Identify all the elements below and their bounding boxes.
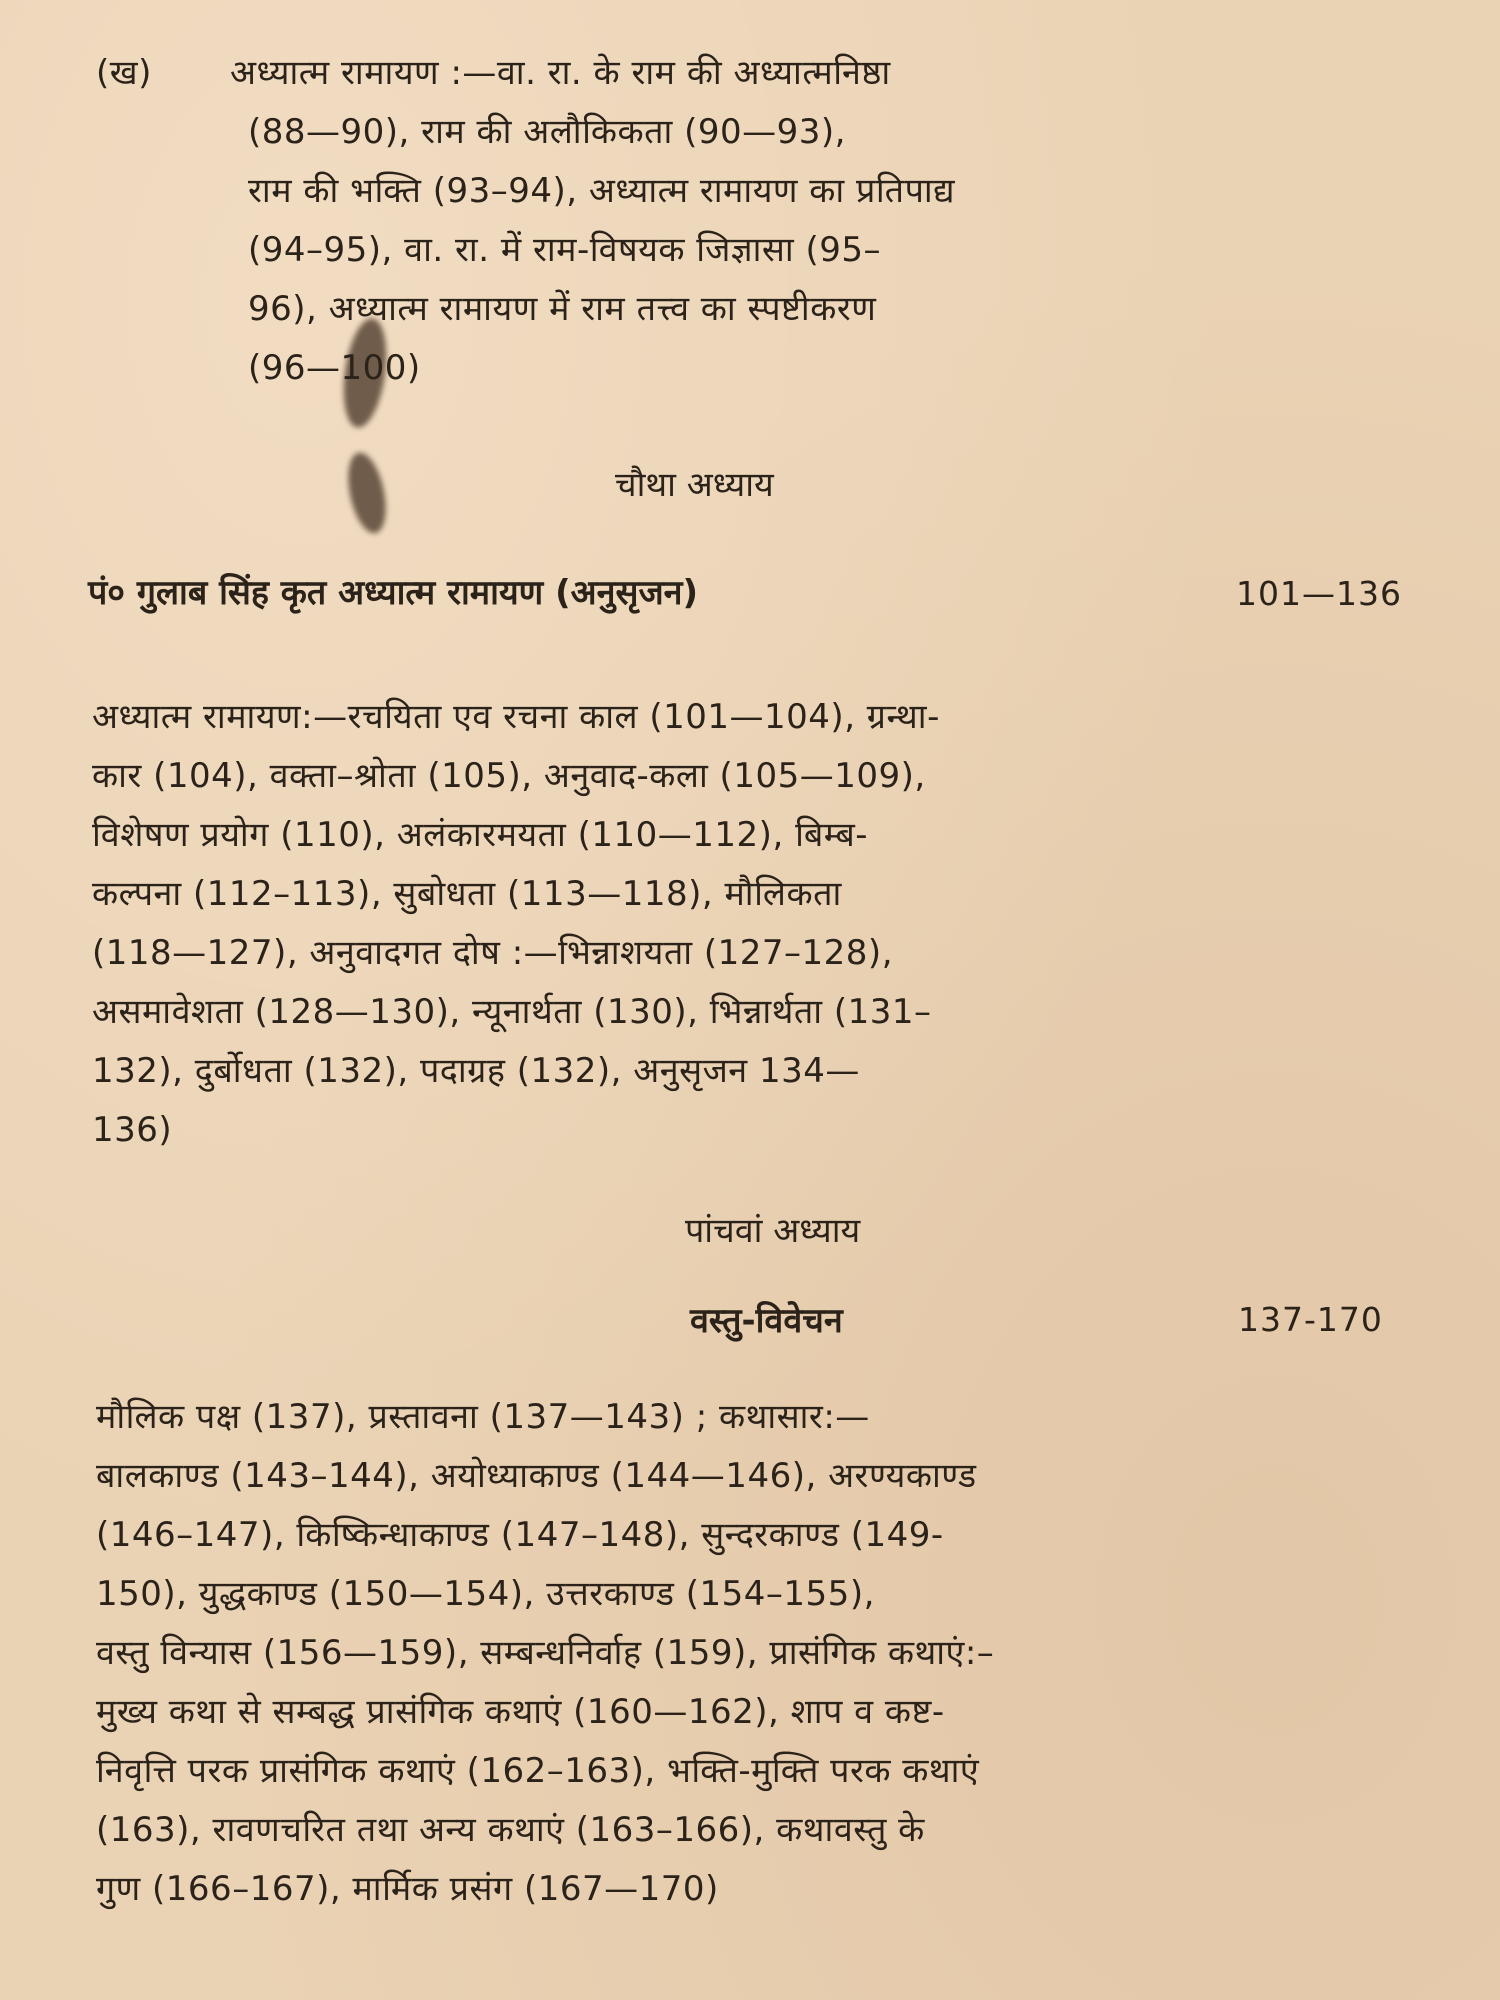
chapter4-line-7: 132), दुर्बोधता (132), पदाग्रह (132), अनुसृजन 134— — [92, 1051, 860, 1091]
chapter4-line-3: विशेषण प्रयोग (110), अलंकारमयता (110—112), बिम्ब- — [92, 815, 869, 855]
chapter5-line-7: निवृत्ति परक प्रासंगिक कथाएं (162–163), भक्ति-मुक्ति परक कथाएं — [96, 1751, 980, 1791]
chapter5-line-9: गुण (166–167), मार्मिक प्रसंग (167—170) — [96, 1869, 719, 1909]
section-kha-line-2: (88—90), राम की अलौकिकता (90—93), — [248, 112, 846, 152]
chapter5-label: पांचवां अध्याय — [685, 1211, 861, 1251]
section-kha-line-5: 96), अध्यात्म रामायण में राम तत्त्व का स्पष्टीकरण — [248, 289, 877, 329]
section-kha-line-1: अध्यात्म रामायण :—वा. रा. के राम की अध्यात्मनिष्ठा — [230, 53, 891, 93]
chapter5-line-5: वस्तु विन्यास (156—159), सम्बन्धनिर्वाह (159), प्रासंगिक कथाएं:– — [96, 1633, 995, 1673]
chapter5-line-8: (163), रावणचरित तथा अन्य कथाएं (163–166), कथावस्तु के — [96, 1810, 925, 1850]
section-kha-line-6: (96—100) — [248, 348, 421, 388]
chapter4-line-4: कल्पना (112–113), सुबोधता (113—118), मौलिकता — [92, 874, 842, 914]
chapter4-label: चौथा अध्याय — [615, 465, 774, 505]
chapter5-line-3: (146–147), किष्किन्धाकाण्ड (147–148), सुन्दरकाण्ड (149- — [96, 1515, 944, 1555]
chapter5-line-6: मुख्य कथा से सम्बद्ध प्रासंगिक कथाएं (160—162), शाप व कष्ट- — [96, 1692, 945, 1732]
chapter4-line-1: अध्यात्म रामायण:—रचयिता एव रचना काल (101—104), ग्रन्था- — [92, 697, 940, 737]
chapter5-line-1: मौलिक पक्ष (137), प्रस्तावना (137—143) ; कथासार:— — [96, 1397, 870, 1437]
chapter5-title: वस्तु-विवेचन — [690, 1301, 843, 1341]
chapter4-pages: 101—136 — [1236, 574, 1402, 613]
chapter5-summary — [96, 1388, 994, 1919]
chapter4-line-2: कार (104), वक्ता–श्रोता (105), अनुवाद-कला (105—109), — [92, 756, 926, 796]
chapter4-line-5: (118—127), अनुवादगत दोष :—भिन्नाशयता (127–128), — [92, 933, 894, 973]
chapter5-pages: 137-170 — [1238, 1300, 1383, 1339]
chapter4-title: पं० गुलाब सिंह कृत अध्यात्म रामायण (अनुसृजन) — [88, 573, 699, 613]
section-kha-marker: (ख) — [96, 53, 152, 93]
chapter5-line-4: 150), युद्धकाण्ड (150—154), उत्तरकाण्ड (154–155), — [96, 1574, 875, 1614]
section-kha-line-3: राम की भक्ति (93–94), अध्यात्म रामायण का प्रतिपाद्य — [248, 171, 956, 211]
chapter5-line-2: बालकाण्ड (143–144), अयोध्याकाण्ड (144—146), अरण्यकाण्ड — [96, 1456, 977, 1496]
chapter4-line-6: असमावेशता (128—130), न्यूनार्थता (130), भिन्नार्थता (131– — [92, 992, 932, 1032]
section-kha-text — [230, 44, 956, 398]
section-kha-line-4: (94–95), वा. रा. में राम-विषयक जिज्ञासा (95– — [248, 230, 882, 270]
chapter4-line-8: 136) — [92, 1110, 173, 1150]
ink-smudge-bottom — [342, 449, 392, 536]
chapter4-summary — [92, 688, 940, 1160]
